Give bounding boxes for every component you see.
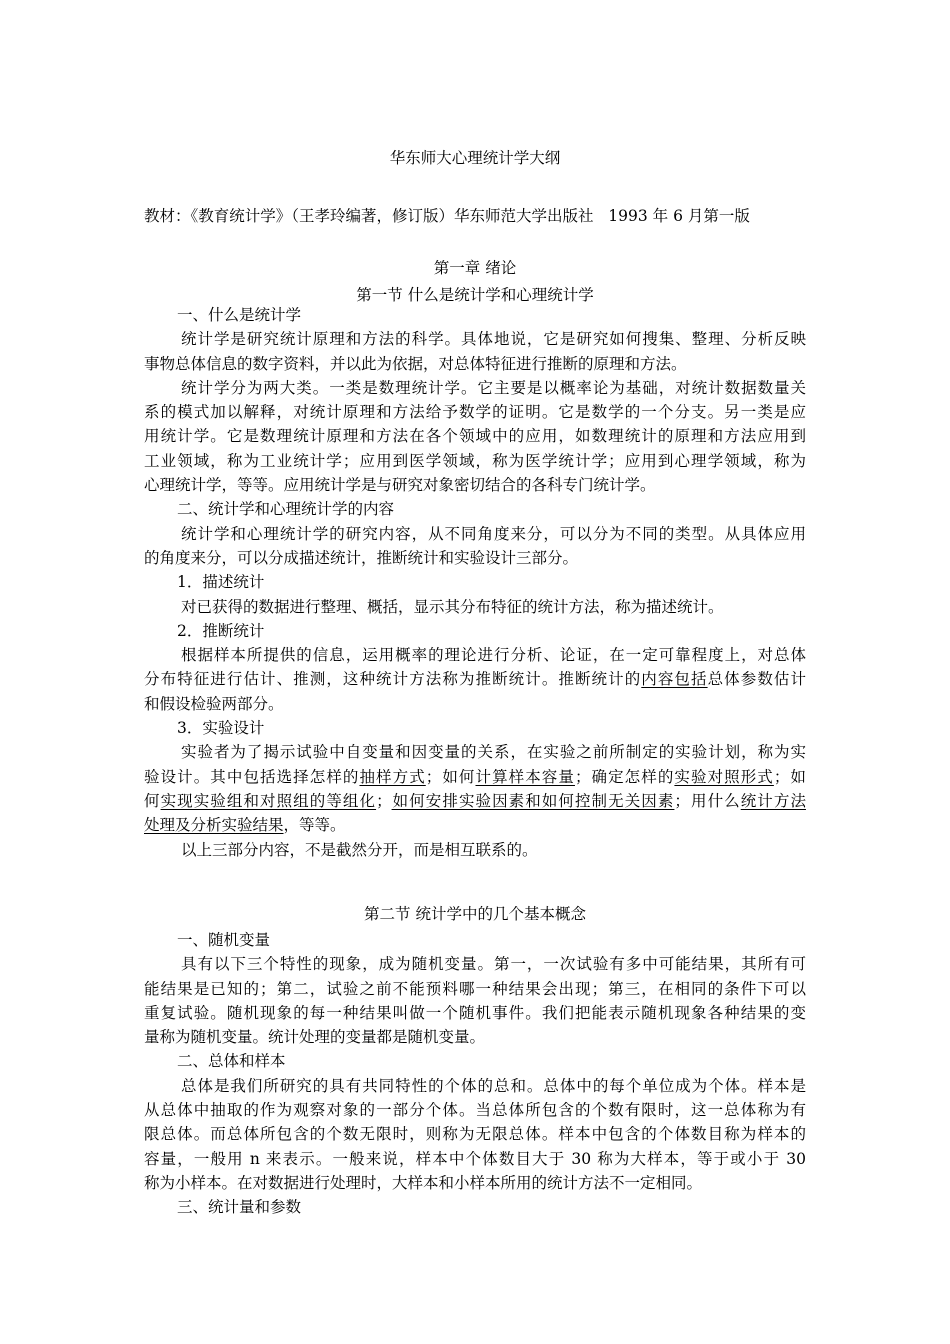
- paragraph-line: 的角度来分，可以分成描述统计，推断统计和实验设计三部分。: [144, 548, 579, 567]
- text-run: 何: [144, 791, 161, 810]
- paragraph-line: 统计学是研究统计原理和方法的科学。具体地说，它是研究如何搜集、整理、分析反映: [181, 330, 806, 349]
- underlined-text: 统计方法: [740, 791, 806, 810]
- heading-random-variable: 一、随机变量: [177, 931, 271, 949]
- page-title: 华东师大心理统计学大纲: [389, 149, 561, 167]
- text-run: 分布特征进行估计、推测，这种统计方法称为推断统计。推断统计的: [144, 670, 642, 689]
- heading-content: 二、统计学和心理统计学的内容: [177, 500, 395, 519]
- underlined-text: 实验对照形式: [674, 767, 774, 786]
- section-2-title: 第二节 统计学中的几个基本概念: [364, 905, 586, 923]
- text-run: ；: [376, 791, 392, 810]
- underlined-text: 内容包括: [641, 670, 708, 689]
- chapter-title: 第一章 绪论: [433, 259, 517, 277]
- text-run: ；如: [773, 767, 806, 786]
- paragraph-line: 事物总体信息的数字资料，并以此为依据，对总体特征进行推断的原理和方法。: [144, 354, 687, 373]
- paragraph-line: 称为小样本。在对数据进行处理时，大样本和小样本所用的统计方法不一定相同。: [144, 1173, 703, 1192]
- paragraph-line: 和假设检验两部分。: [144, 694, 284, 713]
- heading-population-sample: 二、总体和样本: [177, 1052, 286, 1071]
- paragraph-line: 实验者为了揭示试验中自变量和因变量的关系，在实验之前所制定的实验计划，称为实: [181, 743, 806, 762]
- heading-experimental-design: 3．实验设计: [177, 719, 265, 738]
- underlined-text: 如何安排实验因素和如何控制无关因素: [391, 791, 675, 810]
- paragraph-line: 从总体中抽取的作为观察对象的一部分个体。当总体所包含的个数有限时，这一总体称为有: [144, 1101, 806, 1120]
- text-run: 验设计。其中包括选择怎样的: [144, 767, 360, 786]
- section-2-body: [144, 928, 806, 1220]
- paragraph-line: 能结果是已知的；第二，试验之前不能预料哪一种结果会出现；第三，在相同的条件下可以: [144, 979, 806, 998]
- paragraph-line: 统计学和心理统计学的研究内容，从不同角度来分，可以分为不同的类型。从具体应用: [181, 524, 806, 543]
- underlined-text: 计算样本容量: [475, 767, 575, 786]
- heading-what-is-statistics: 一、什么是统计学: [177, 306, 302, 324]
- paragraph-line: 以上三部分内容，不是截然分开，而是相互联系的。: [181, 840, 538, 859]
- heading-inferential-statistics: 2．推断统计: [177, 621, 265, 640]
- paragraph-line: 容量，一般用 n 来表示。一般来说，样本中个体数目大于 30 称为大样本，等于或小于 30: [144, 1149, 806, 1168]
- underlined-text: 抽样方式: [359, 767, 426, 786]
- textbook-info: 教材：《教育统计学》（王孝玲编著，修订版）华东师范大学出版社 1993 年 6 月第一版: [144, 207, 750, 225]
- section-1-title: 第一节 什么是统计学和心理统计学: [356, 286, 594, 304]
- text-run: ；如何: [425, 767, 476, 786]
- paragraph-line: [144, 813, 806, 837]
- underlined-text: 处理及分析实验结果: [144, 816, 284, 835]
- text-run: ；确定怎样的: [574, 767, 675, 786]
- paragraph-line: 量称为随机变量。统计处理的变量都是随机变量。: [144, 1028, 486, 1047]
- heading-statistic-parameter: 三、统计量和参数: [177, 1198, 302, 1217]
- paragraph-line: 系的模式加以解释，对统计原理和方法给予数学的证明。它是数学的一个分支。另一类是应: [144, 403, 806, 422]
- paragraph-line: [144, 765, 806, 789]
- paragraph-line: 根据样本所提供的信息，运用概率的理论进行分析、论证，在一定可靠程度上，对总体: [181, 646, 806, 665]
- paragraph-line: 统计学分为两大类。一类是数理统计学。它主要是以概率论为基础，对统计数据数量关: [181, 378, 806, 397]
- paragraph-line: 总体是我们所研究的具有共同特性的个体的总和。总体中的每个单位成为个体。样本是: [181, 1076, 806, 1095]
- paragraph-line: 重复试验。随机现象的每一种结果叫做一个随机事件。我们把能表示随机现象各种结果的变: [144, 1003, 806, 1022]
- paragraph-line: 心理统计学，等等。应用统计学是与研究对象密切结合的各科专门统计学。: [144, 476, 656, 495]
- text-run: ；用什么: [674, 791, 741, 810]
- paragraph-line: 工业领域，称为工业统计学；应用到医学领域，称为医学统计学；应用到心理学领域，称为: [144, 451, 806, 470]
- paragraph-line: 限总体。而总体所包含的个数无限时，则称为无限总体。样本中包含的个体数目称为样本的: [144, 1125, 806, 1144]
- paragraph-line: 具有以下三个特性的现象，成为随机变量。第一，一次试验有多中可能结果，其所有可: [181, 955, 806, 974]
- text-run: ，等等。: [283, 816, 346, 835]
- paragraph-line: 用统计学。它是数理统计原理和方法在各个领域中的应用，如数理统计的原理和方法应用到: [144, 427, 806, 446]
- paragraph-line: [144, 789, 806, 813]
- paragraph-line: 对已获得的数据进行整理、概括，显示其分布特征的统计方法，称为描述统计。: [181, 597, 724, 616]
- underlined-text: 实现实验组和对照组的等组化: [160, 791, 377, 810]
- text-run: 总体参数估计: [707, 670, 806, 689]
- heading-descriptive-statistics: 1．描述统计: [177, 573, 265, 592]
- paragraph-line: [144, 667, 806, 691]
- section-1-body: [144, 303, 806, 862]
